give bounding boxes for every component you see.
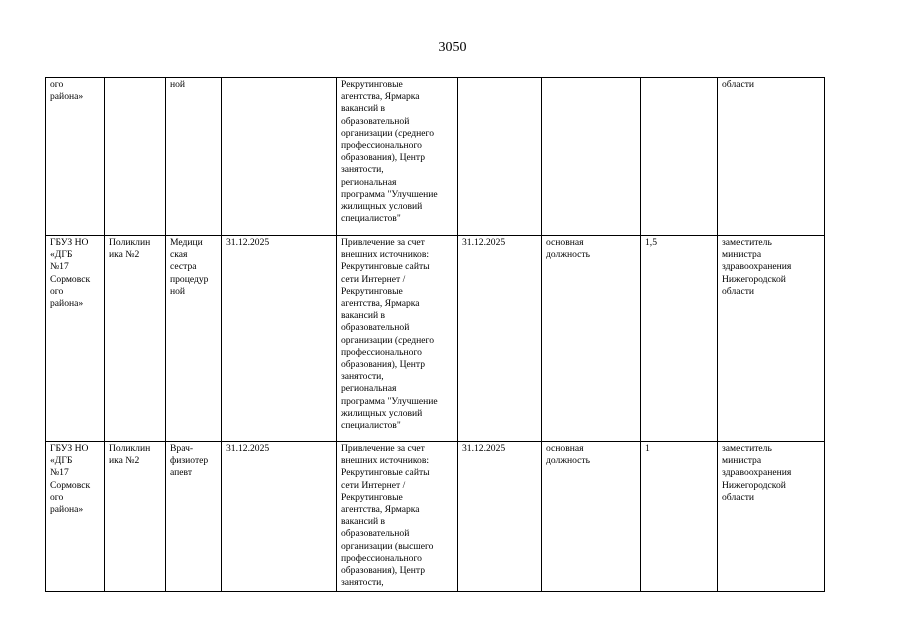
- cell-deadline: 31.12.2025: [222, 236, 337, 442]
- table-row: [46, 78, 825, 236]
- page-number: 3050: [438, 40, 467, 55]
- cell-date: [458, 78, 542, 236]
- cell-responsible: заместитель министра здравоохранения Нижегородской области: [718, 442, 825, 592]
- cell-division: Поликлин ика №2: [105, 442, 166, 592]
- table-row: [46, 236, 825, 442]
- cell-rate: 1: [641, 442, 718, 592]
- cell-organization: ого района»: [46, 78, 105, 236]
- cell-organization: ГБУЗ НО «ДГБ №17 Сормовск ого района»: [46, 442, 105, 592]
- cell-deadline: [222, 78, 337, 236]
- cell-position: ной: [166, 78, 222, 236]
- cell-job-type: основная должность: [542, 236, 641, 442]
- cell-position: Медици ская сестра процедур ной: [166, 236, 222, 442]
- cell-rate: 1,5: [641, 236, 718, 442]
- cell-division: [105, 78, 166, 236]
- cell-organization: ГБУЗ НО «ДГБ №17 Сормовск ого района»: [46, 236, 105, 442]
- cell-measures: Рекрутинговые агентства, Ярмарка вакансий в образовательной организации (среднего профессионального образования), Центр занятости, региональная программа "Улучшение жилищных условий специалистов": [337, 78, 458, 236]
- cell-division: Поликлин ика №2: [105, 236, 166, 442]
- cell-job-type: основная должность: [542, 442, 641, 592]
- cell-date: 31.12.2025: [458, 236, 542, 442]
- cell-job-type: [542, 78, 641, 236]
- staffing-table: [45, 77, 825, 592]
- cell-measures: Привлечение за счет внешних источников: Рекрутинговые сайты сети Интернет / Рекрутинговые агентства, Ярмарка вакансий в образовательной организации (высшего профессионального образования), Центр занятости,: [337, 442, 458, 592]
- cell-position: Врач- физиотер апевт: [166, 442, 222, 592]
- cell-measures: Привлечение за счет внешних источников: Рекрутинговые сайты сети Интернет / Рекрутинговые агентства, Ярмарка вакансий в образовательной организации (среднего профессионального образования), Центр занятости, региональная программа "Улучшение жилищных условий специалистов": [337, 236, 458, 442]
- cell-date: 31.12.2025: [458, 442, 542, 592]
- table-row: [46, 442, 825, 592]
- cell-responsible: заместитель министра здравоохранения Нижегородской области: [718, 236, 825, 442]
- cell-deadline: 31.12.2025: [222, 442, 337, 592]
- cell-rate: [641, 78, 718, 236]
- cell-responsible: области: [718, 78, 825, 236]
